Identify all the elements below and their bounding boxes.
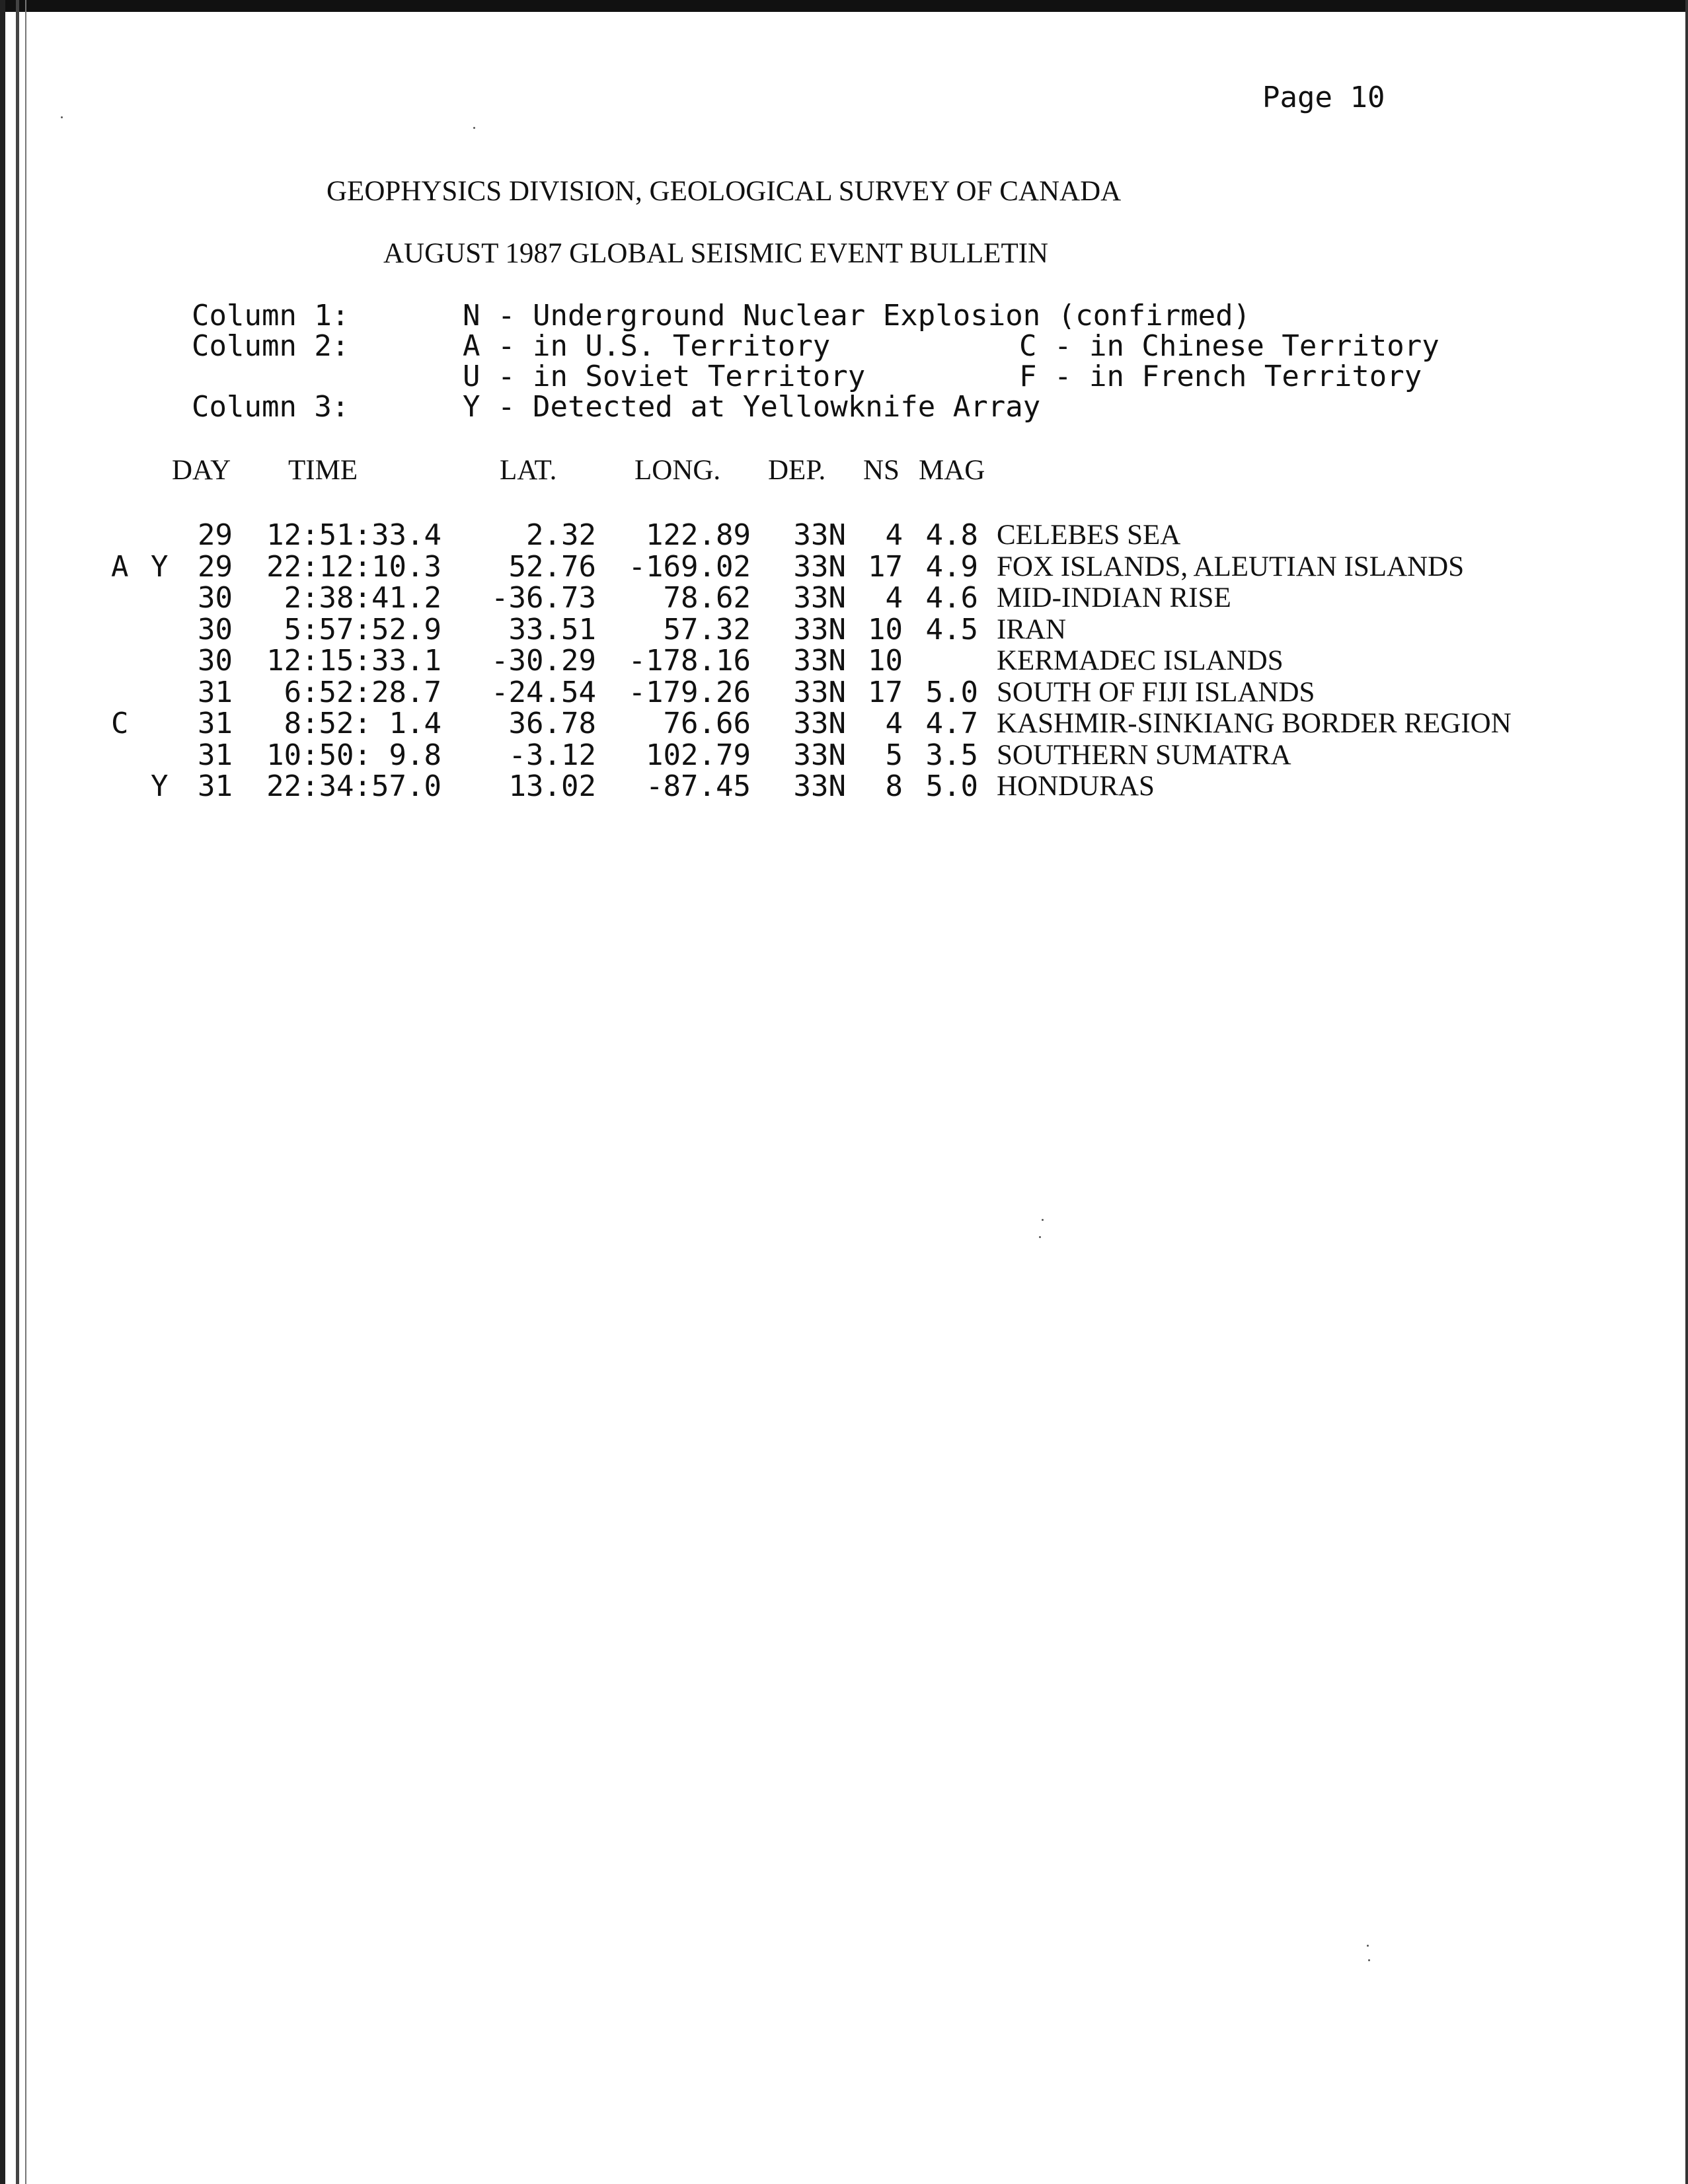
bulletin-title: AUGUST 1987 GLOBAL SEISMIC EVENT BULLETIN: [383, 238, 1049, 269]
cell-ns: 8: [885, 769, 903, 803]
legend-col2-c: C - in Chinese Territory: [1019, 329, 1439, 363]
scan-border-top: [0, 0, 1688, 12]
cell-time: 10:50: 9.8: [266, 738, 441, 772]
table-row: [0, 645, 1688, 677]
cell-time: 8:52: 1.4: [284, 707, 441, 740]
cell-dep: 33N: [793, 644, 846, 678]
cell-col3: Y: [151, 549, 169, 584]
table-row: [0, 551, 1688, 583]
cell-ns: 4: [885, 707, 903, 740]
cell-day: 30: [198, 644, 233, 678]
cell-lat: -36.73: [491, 581, 596, 615]
cell-dep: 33N: [793, 738, 846, 772]
cell-dep: 33N: [793, 612, 846, 646]
legend-col3-y: Y - Detected at Yellowknife Array: [463, 390, 1041, 424]
cell-ns: 4: [885, 518, 903, 552]
header-ns: NS: [863, 455, 900, 486]
scan-border-left: [0, 0, 5, 2184]
cell-mag: 5.0: [925, 675, 978, 709]
cell-long: 76.66: [663, 707, 751, 740]
cell-ns: 17: [868, 675, 903, 709]
cell-day: 31: [198, 707, 233, 740]
legend-col2-a: A - in U.S. Territory: [463, 329, 831, 363]
table-row: [0, 708, 1688, 740]
cell-long: -178.16: [628, 644, 751, 678]
cell-long: 122.89: [646, 518, 751, 552]
cell-time: 12:15:33.1: [266, 644, 441, 678]
scan-speck: [61, 116, 63, 118]
cell-long: -179.26: [628, 675, 751, 709]
cell-region: KASHMIR-SINKIANG BORDER REGION: [997, 708, 1512, 739]
cell-day: 29: [198, 549, 233, 584]
cell-mag: 4.5: [925, 612, 978, 646]
scan-speck: [1367, 1945, 1369, 1947]
cell-ns: 4: [885, 581, 903, 615]
table-row: [0, 614, 1688, 646]
cell-ns: 10: [868, 644, 903, 678]
scan-speck: [1368, 1959, 1370, 1961]
cell-col3: Y: [151, 769, 169, 803]
cell-lat: 36.78: [508, 707, 596, 740]
header-mag: MAG: [919, 455, 985, 486]
header-long: LONG.: [634, 455, 721, 486]
cell-dep: 33N: [793, 675, 846, 709]
cell-lat: 2.32: [526, 518, 596, 552]
legend-col2-f: F - in French Territory: [1019, 360, 1422, 393]
legend-col2-u: U - in Soviet Territory: [463, 360, 866, 393]
cell-lat: -3.12: [508, 738, 596, 772]
cell-time: 22:34:57.0: [266, 769, 441, 803]
cell-region: CELEBES SEA: [997, 520, 1181, 551]
cell-time: 6:52:28.7: [284, 675, 441, 709]
cell-ns: 10: [868, 612, 903, 646]
scan-border-left-faint: [25, 0, 26, 2184]
cell-day: 31: [198, 738, 233, 772]
header-day: DAY: [172, 455, 231, 486]
cell-time: 22:12:10.3: [266, 549, 441, 584]
scan-speck: [1039, 1236, 1041, 1238]
cell-region: SOUTHERN SUMATRA: [997, 739, 1291, 771]
cell-region: KERMADEC ISLANDS: [997, 645, 1284, 676]
cell-dep: 33N: [793, 707, 846, 740]
scan-speck: [1042, 1219, 1044, 1221]
cell-long: 78.62: [663, 581, 751, 615]
cell-lat: 33.51: [508, 612, 596, 646]
legend-col1-n: N - Underground Nuclear Explosion (confirmed): [463, 299, 1251, 332]
cell-day: 29: [198, 518, 233, 552]
cell-ns: 5: [885, 738, 903, 772]
cell-dep: 33N: [793, 518, 846, 552]
cell-dep: 33N: [793, 769, 846, 803]
scan-border-right: [1685, 0, 1688, 2184]
cell-region: HONDURAS: [997, 771, 1155, 802]
page-number: Page 10: [1262, 81, 1385, 114]
cell-mag: 3.5: [925, 738, 978, 772]
table-row: [0, 582, 1688, 614]
legend-col2-label: Column 2:: [192, 329, 350, 363]
cell-lat: -24.54: [491, 675, 596, 709]
table-row: [0, 520, 1688, 551]
cell-mag: 4.8: [925, 518, 978, 552]
header-dep: DEP.: [768, 455, 826, 486]
cell-long: -87.45: [646, 769, 751, 803]
cell-mag: 5.0: [925, 769, 978, 803]
cell-time: 5:57:52.9: [284, 612, 441, 646]
cell-dep: 33N: [793, 549, 846, 584]
cell-mag: 4.6: [925, 581, 978, 615]
legend-col3-label: Column 3:: [192, 390, 350, 424]
cell-time: 2:38:41.2: [284, 581, 441, 615]
cell-ns: 17: [868, 549, 903, 584]
cell-day: 31: [198, 769, 233, 803]
cell-col2: C: [111, 707, 129, 740]
cell-day: 30: [198, 612, 233, 646]
cell-time: 12:51:33.4: [266, 518, 441, 552]
cell-long: -169.02: [628, 549, 751, 584]
cell-dep: 33N: [793, 581, 846, 615]
cell-region: SOUTH OF FIJI ISLANDS: [997, 676, 1315, 708]
cell-lat: 13.02: [508, 769, 596, 803]
document-title: GEOPHYSICS DIVISION, GEOLOGICAL SURVEY OF CANADA: [326, 176, 1122, 207]
cell-col2: A: [111, 549, 129, 584]
cell-lat: -30.29: [491, 644, 596, 678]
cell-long: 57.32: [663, 612, 751, 646]
header-time: TIME: [288, 455, 358, 486]
cell-day: 31: [198, 675, 233, 709]
cell-region: FOX ISLANDS, ALEUTIAN ISLANDS: [997, 551, 1465, 582]
table-row: [0, 771, 1688, 802]
cell-mag: 4.7: [925, 707, 978, 740]
legend-col1-label: Column 1:: [192, 299, 350, 332]
table-row: [0, 740, 1688, 771]
cell-long: 102.79: [646, 738, 751, 772]
cell-mag: 4.9: [925, 549, 978, 584]
table-row: [0, 677, 1688, 709]
cell-region: IRAN: [997, 613, 1067, 645]
cell-day: 30: [198, 581, 233, 615]
cell-lat: 52.76: [508, 549, 596, 584]
scan-speck: [473, 127, 475, 129]
cell-region: MID-INDIAN RISE: [997, 582, 1231, 613]
header-lat: LAT.: [500, 455, 557, 486]
scan-border-left-inner: [16, 0, 19, 2184]
